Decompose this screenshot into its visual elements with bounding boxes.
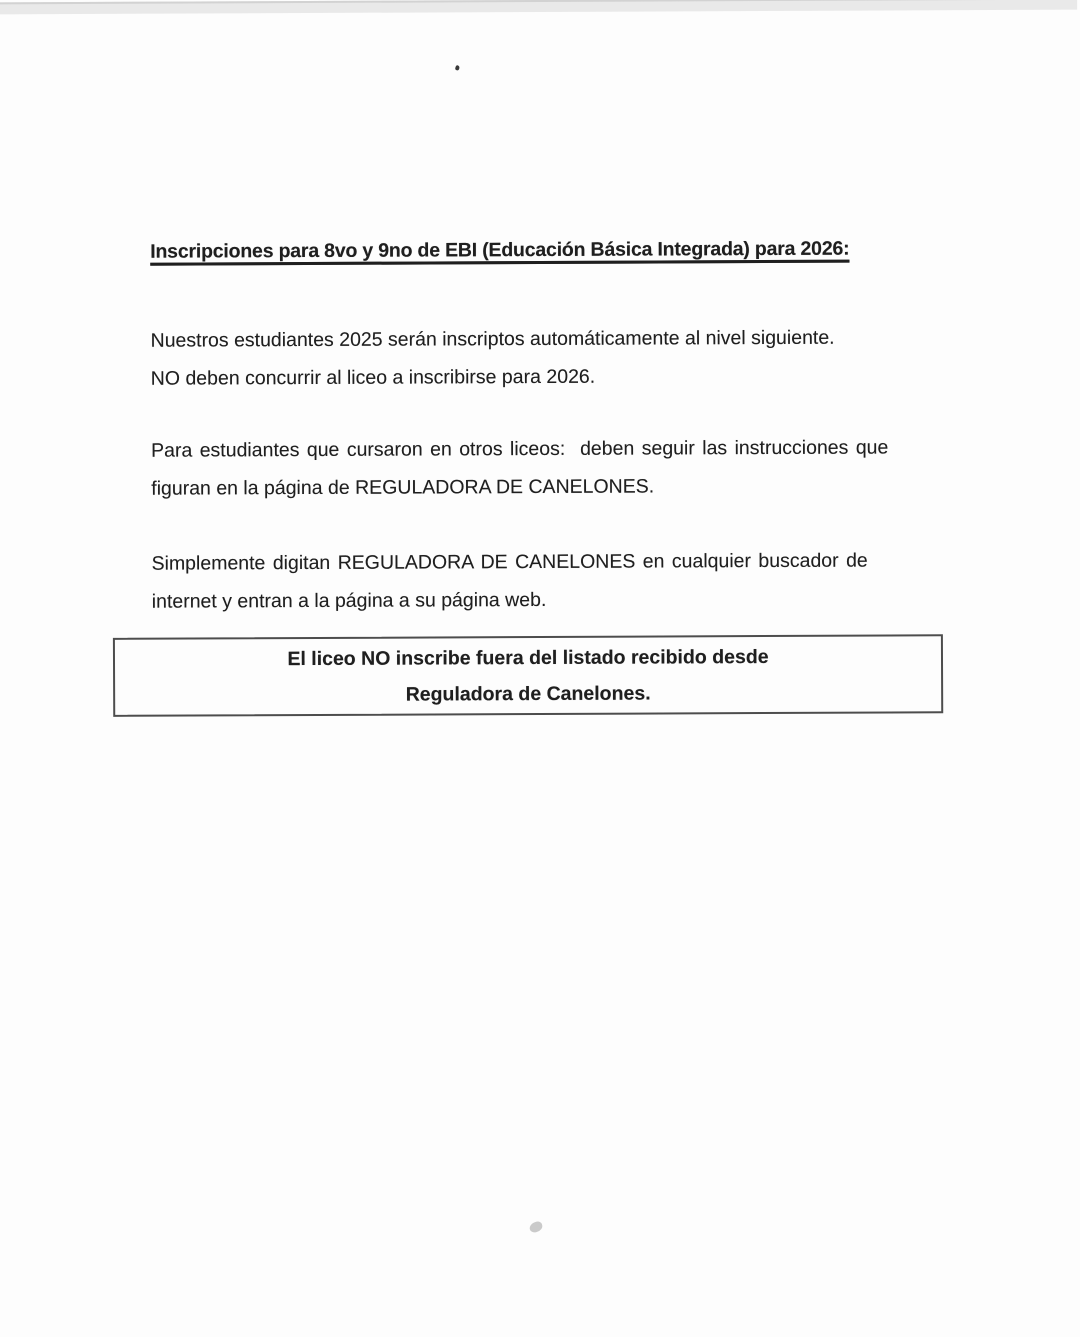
document-title: Inscripciones para 8vo y 9no de EBI (Educación Básica Integrada) para 2026: <box>150 237 850 263</box>
notice-line: El liceo NO inscribe fuera del listado recibido desde <box>287 645 769 670</box>
paragraph-other-liceos <box>151 428 889 507</box>
paragraph-search-instructions <box>151 541 867 620</box>
scan-edge-artifact <box>0 0 1077 14</box>
text-line: Nuestros estudiantes 2025 serán inscriptos automáticamente al nivel siguiente. <box>150 326 835 352</box>
scan-smudge-artifact <box>528 1220 543 1233</box>
text-line: Para estudiantes que cursaron en otros liceos: deben seguir las instrucciones que <box>151 435 889 462</box>
scan-speck-artifact <box>455 65 460 71</box>
text-line: figuran en la página de REGULADORA DE CANELONES. <box>151 475 655 500</box>
text-line: NO deben concurrir al liceo a inscribirse para 2026. <box>150 365 596 390</box>
text-line: internet y entran a la página a su página web. <box>151 588 547 613</box>
text-line: Simplemente digitan REGULADORA DE CANELONES en cualquier buscador de <box>151 549 868 575</box>
paragraph-auto-inscription <box>151 318 835 397</box>
notice-box <box>113 634 943 717</box>
notice-line: Reguladora de Canelones. <box>405 682 651 706</box>
